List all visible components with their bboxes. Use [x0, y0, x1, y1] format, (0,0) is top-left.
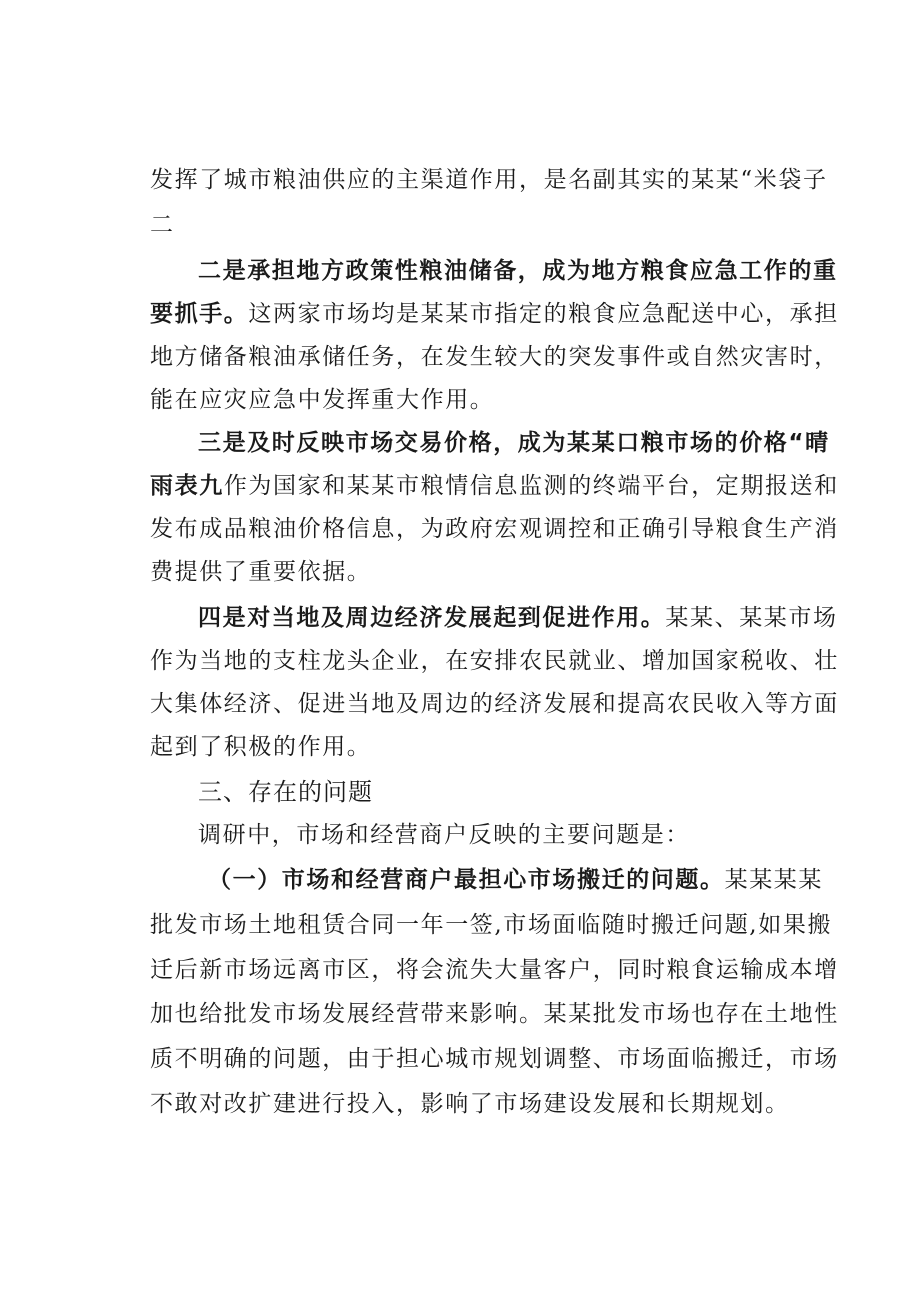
bold-lead: 雨表九 — [150, 473, 224, 499]
paragraph-line — [150, 1089, 800, 1119]
text-span: 发布成品粮油价格信息，为政府宏观调控和正确引导粮食生产消 — [150, 516, 839, 542]
paragraph-line — [150, 165, 828, 195]
text-span: 费提供了重要依据。 — [150, 559, 372, 585]
paragraph-line — [150, 646, 839, 676]
paragraph-line — [150, 955, 839, 985]
text-span: 作为国家和某某市粮情信息监测的终端平台，定期报送和 — [223, 473, 839, 499]
paragraph-line — [198, 820, 800, 850]
text-span: 二 — [150, 212, 175, 238]
text-span: 发挥了城市粮油供应的主渠道作用，是名副其实的某某“米袋子 — [150, 167, 828, 193]
paragraph-line — [150, 210, 800, 240]
paragraph-line — [150, 342, 839, 372]
paragraph-line — [198, 603, 838, 633]
text-span: 某某、某某市场 — [665, 605, 838, 631]
paragraph-line — [150, 385, 800, 415]
paragraph-line — [150, 299, 839, 329]
text-span: 质不明确的问题，由于担心城市规划调整、市场面临搬迁，市场 — [150, 1046, 839, 1072]
text-span: 迁后新市场远离市区，将会流失大量客户，同时粮食运输成本增 — [150, 957, 839, 983]
text-span: 地方储备粮油承储任务，在发生较大的突发事件或自然灾害时， — [150, 344, 839, 370]
text-span: 能在应灾应急中发挥重大作用。 — [150, 387, 495, 413]
paragraph-line — [198, 428, 830, 458]
paragraph-line — [150, 557, 800, 587]
text-span: 加也给批发市场发展经营带来影响。某某批发市场也存在土地性 — [150, 1001, 839, 1027]
bold-lead: 要抓手。 — [150, 301, 249, 327]
paragraph-line — [198, 256, 838, 286]
paragraph-line — [150, 910, 833, 940]
bold-lead: 三是及时反映市场交易价格，成为某某口粮市场的价格“晴 — [198, 430, 830, 456]
bold-lead: 二是承担地方政策性粮油储备，成为地方粮食应急工作的重 — [198, 258, 838, 284]
paragraph-line — [150, 999, 839, 1029]
paragraph-line — [208, 865, 824, 895]
text-span: 批发市场土地租赁合同一年一签,市场面临随时搬迁问题,如果搬 — [150, 912, 833, 938]
text-span: 起到了积极的作用。 — [150, 734, 372, 760]
paragraph-line — [150, 1044, 839, 1074]
text-span: 某某某某 — [724, 867, 824, 893]
text-span: 不敢对改扩建进行投入，影响了市场建设发展和长期规划。 — [150, 1091, 790, 1117]
text-span: 这两家市场均是某某市指定的粮食应急配送中心，承担 — [248, 301, 839, 327]
bold-lead: 四是对当地及周边经济发展起到促进作用。 — [198, 605, 666, 631]
section-heading — [198, 777, 800, 807]
text-span: 大集体经济、促进当地及周边的经济发展和提高农民收入等方面 — [150, 691, 839, 717]
bold-lead: （一）市场和经营商户最担心市场搬迁的问题。 — [208, 867, 725, 893]
paragraph-line — [150, 471, 839, 501]
text-span: 调研中，市场和经营商户反映的主要问题是： — [198, 822, 690, 848]
paragraph-line — [150, 514, 839, 544]
paragraph-line — [150, 732, 800, 762]
paragraph-line — [150, 689, 839, 719]
heading-text: 三、存在的问题 — [198, 778, 373, 806]
text-span: 作为当地的支柱龙头企业，在安排农民就业、增加国家税收、壮 — [150, 648, 839, 674]
